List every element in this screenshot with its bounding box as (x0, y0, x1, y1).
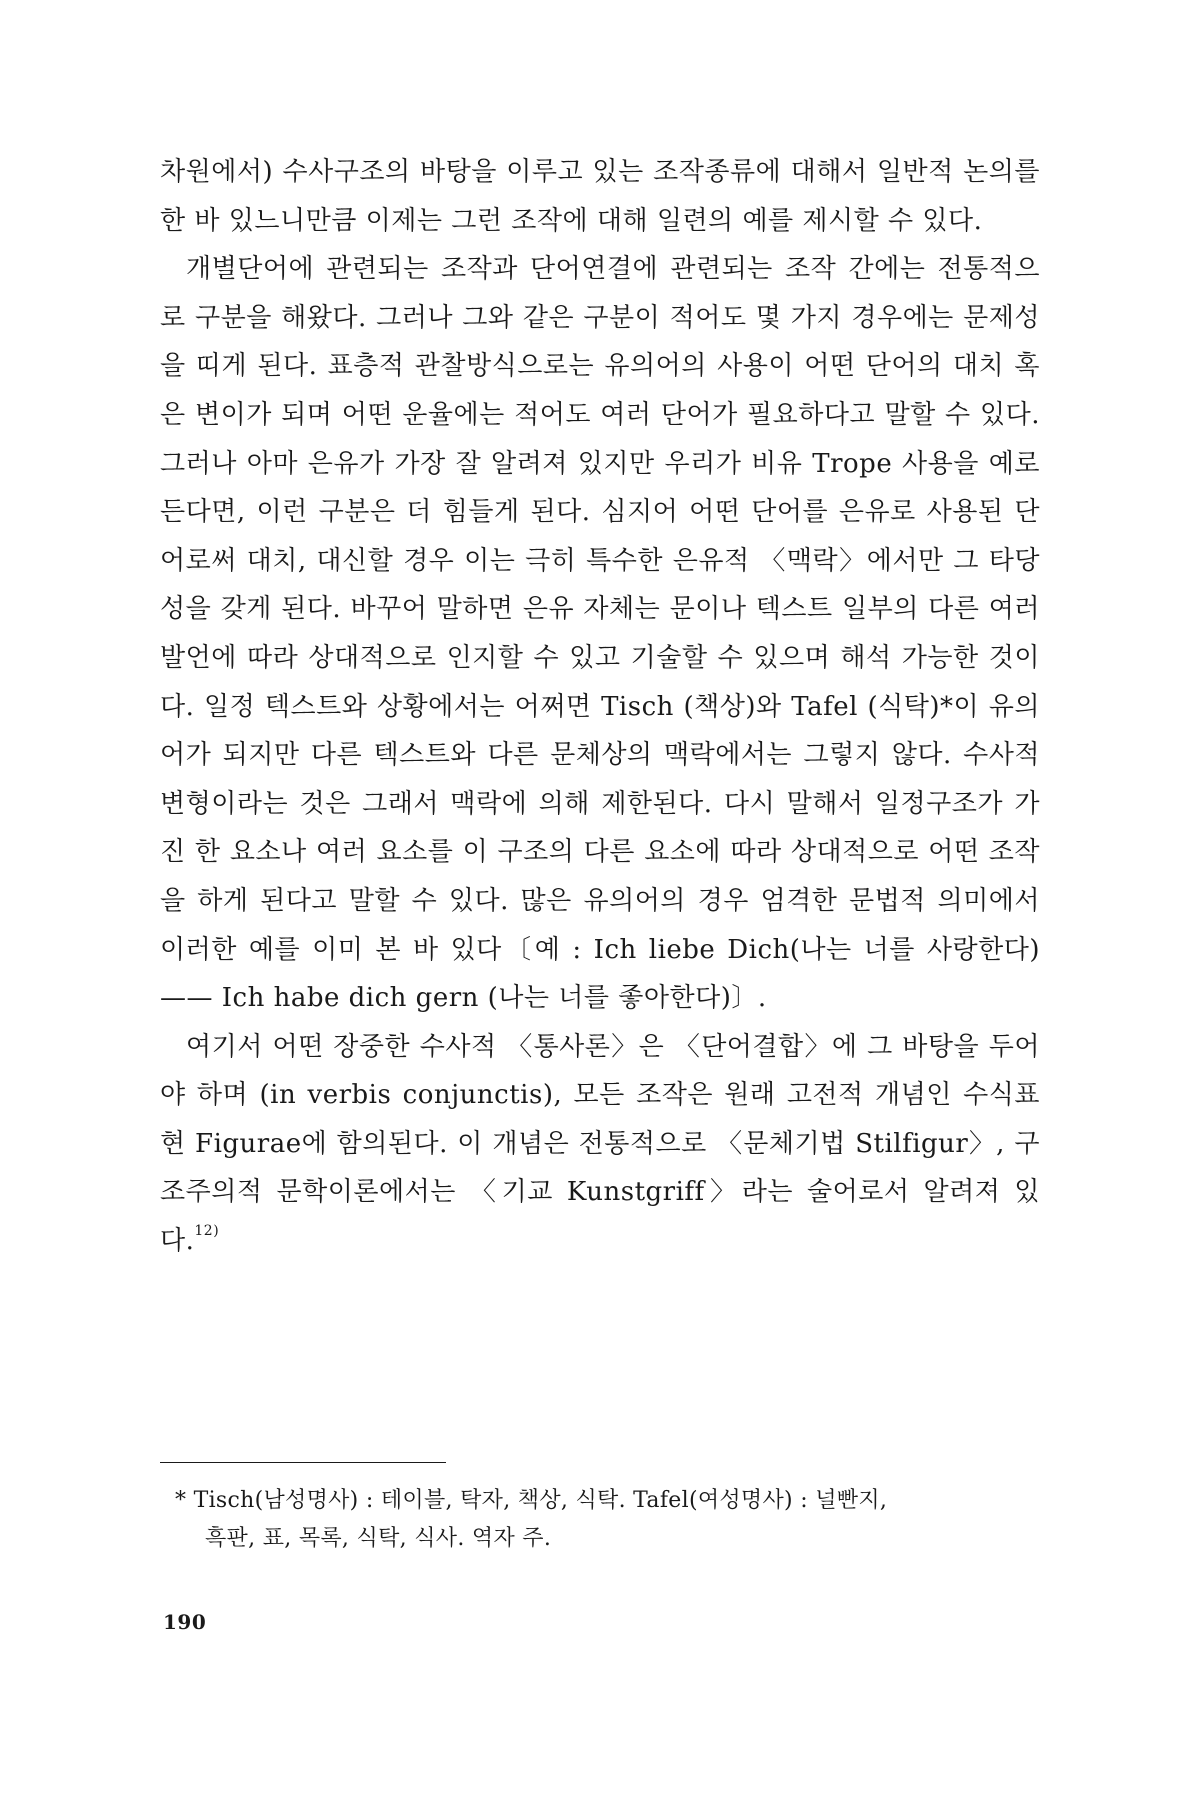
body-text (160, 148, 1040, 1266)
page-number: 190 (163, 1610, 207, 1634)
footnote-line-1: * Tisch(남성명사) : 테이블, 탁자, 책상, 식탁. Tafel(여성명사) : 널빤지, (175, 1488, 888, 1513)
paragraph-rhetorical-syntax (160, 1023, 1040, 1266)
endnote-reference: 12) (194, 1223, 220, 1240)
footnote-line-2: 흑판, 표, 목록, 식탁, 식사. 역자 주. (205, 1526, 552, 1551)
paragraph-word-operations: 개별단어에 관련되는 조작과 단어연결에 관련되는 조작 간에는 전통적으로 구분을 해왔다. 그러나 그와 같은 구분이 적어도 몇 가지 경우에는 문제성을 띠게 된다. 표층적 관찰방식으로는 유의어의 사용이 어떤 단어의 대치 혹은 변이가 되며 어떤 운율에는 적어도 여러 단어가 필요하다고 말할 수 있다. 그러나 아마 은유가 가장 잘 알려져 있지만 우리가 비유 Trope 사용을 예로 든다면, 이런 구분은 더 힘들게 된다. 심지어 어떤 단어를 은유로 사용된 단어로써 대치, 대신할 경우 이는 극히 특수한 은유적 〈맥락〉에서만 그 타당성을 갖게 된다. 바꾸어 말하면 은유 자체는 문이나 텍스트 일부의 다른 여러 발언에 따라 상대적으로 인지할 수 있고 기술할 수 있으며 해석 가능한 것이다. 일정 텍스트와 상황에서는 어쩌면 Tisch (책상)와 Tafel (식탁)*이 유의어가 되지만 다른 텍스트와 다른 문체상의 맥락에서는 그렇지 않다. 수사적 변형이라는 것은 그래서 맥락에 의해 제한된다. 다시 말해서 일정구조가 가진 한 요소나 여러 요소를 이 구조의 다른 요소에 따라 상대적으로 어떤 조작을 하게 된다고 말할 수 있다. 많은 유의어의 경우 엄격한 문법적 의미에서 이러한 예를 이미 본 바 있다〔예 : Ich liebe Dich(나는 너를 사랑한다) —— Ich habe dich gern (나는 너를 좋아한다)〕. (160, 254, 1040, 1014)
paragraph-continued: 차원에서) 수사구조의 바탕을 이루고 있는 조작종류에 대해서 일반적 논의를 한 바 있느니만큼 이제는 그런 조작에 대해 일련의 예를 제시할 수 있다. (160, 157, 1040, 236)
footnote-divider (160, 1462, 446, 1463)
footnote (175, 1482, 1045, 1558)
paragraph-rhetorical-syntax-text: 여기서 어떤 장중한 수사적 〈통사론〉은 〈단어결합〉에 그 바탕을 두어야 하며 (in verbis conjunctis), 모든 조작은 원래 고전적 개념인 수식표현 Figurae에 함의된다. 이 개념은 전통적으로 〈문체기법 Stilfigur〉, 구조주의적 문학이론에서는 〈기교 Kunstgriff〉라는 술어로서 알려져 있다. (160, 1031, 1040, 1257)
